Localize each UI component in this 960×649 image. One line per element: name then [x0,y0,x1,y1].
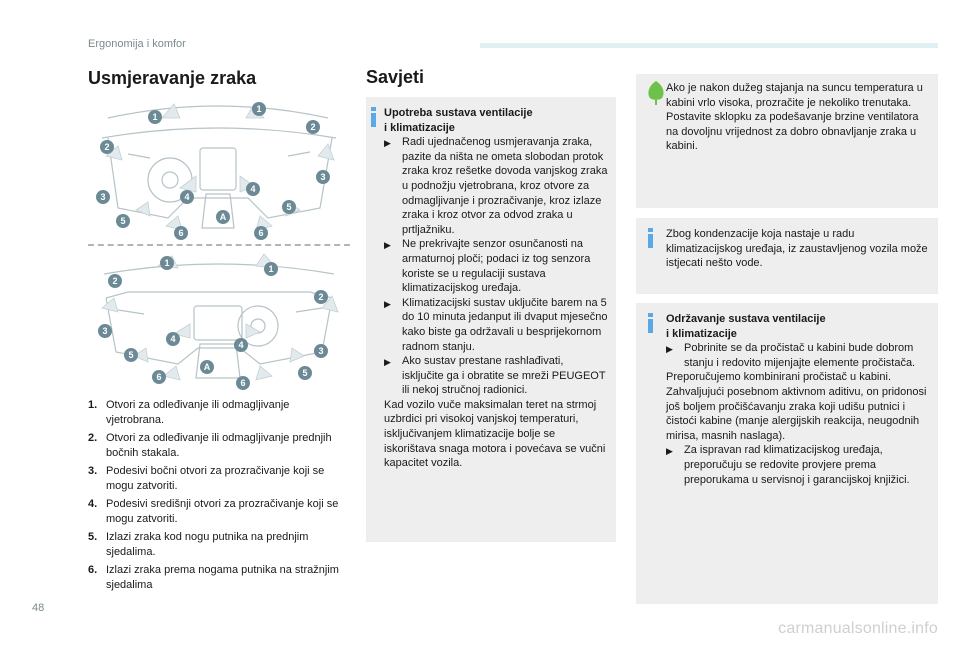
legend-item [88,464,350,493]
marker-2: 2 [100,140,114,154]
marker-3: 3 [96,190,110,204]
list-item [384,296,608,354]
list-item-text: Za ispravan rad klimatizacijskog uređaja, preporučuju se redovite provjere prema preporukama u servisnoj i garancijskoj knjižici. [684,444,910,486]
arrow-bullet-icon: ▶ [384,298,391,309]
legend-text: Podesivi bočni otvori za prozračivanje koji se mogu zatvoriti. [106,465,325,492]
info-icon [371,107,376,127]
list-item [384,237,608,295]
box-paragraph: Preporučujemo kombinirani pročistač u kabini. Zahvaljujući posebnom aktivnom aditivu, on pridonosi još boljem pročišćavanju zraka koji udišu putnici i čistoći kabine (manje alergijskih reakcija, neugodnih mirisa, masnih naslaga). [666,371,927,442]
header-bar [480,43,938,48]
box-paragraph: Kad vozilo vuče maksimalan teret na strmoj uzbrdici pri visokoj vanjskoj temperaturi, isključivanjem klimatizacije bolje se iskorištava snaga motora i povećava se vučni kapacitet vozila. [384,398,606,470]
marker-5: 5 [282,200,296,214]
air-direction-title: Usmjeravanje zraka [88,68,257,88]
legend-number: 3. [88,465,98,477]
list-item [384,135,608,237]
legend-text: Podesivi središnji otvori za prozračivanje koji se mogu zatvoriti. [106,498,339,525]
legend-number: 1. [88,399,98,411]
watermark: carmanualsonline.info [778,620,938,637]
legend-number: 2. [88,432,98,444]
legend-item [88,530,350,559]
diagram-separator [88,244,350,246]
marker-5: 5 [124,348,138,362]
marker-a: A [200,360,214,374]
marker-1: 1 [252,102,266,116]
marker-1: 1 [148,110,162,124]
list-item [666,443,930,487]
legend-text: Otvori za odleđivanje ili odmagljivanje vjetrobrana. [106,399,290,426]
list-item-text: Ne prekrivajte senzor osunčanosti na armaturnoj ploči; podaci iz tog senzora koriste se u regulaciji sustava klimatizacijskog uređaja. [402,238,591,295]
legend-item [88,563,350,592]
marker-1: 1 [264,262,278,276]
info-icon [648,228,653,248]
box-title: i klimatizacije [666,327,737,340]
marker-6: 6 [152,370,166,384]
legend-text: Otvori za odleđivanje ili odmagljivanje prednjih bočnih stakala. [106,432,332,459]
marker-3: 3 [314,344,328,358]
marker-3: 3 [98,324,112,338]
maintenance-info-box [636,303,938,604]
ventilation-usage-box [366,97,616,542]
list-item [666,341,930,370]
marker-6: 6 [236,376,250,390]
marker-4: 4 [180,190,194,204]
list-item [384,354,608,398]
section-header: Ergonomija i komfor [88,38,186,50]
info-icon [648,313,653,333]
marker-2: 2 [314,290,328,304]
marker-a: A [216,210,230,224]
dashboard-diagram-bottom [88,252,350,390]
legend-item [88,431,350,460]
marker-2: 2 [108,274,122,288]
marker-6: 6 [254,226,268,240]
legend-text: Izlazi zraka kod nogu putnika na prednjim sjedalima. [106,531,309,558]
marker-5: 5 [116,214,130,228]
box-title: Održavanje sustava ventilacije [666,313,826,325]
arrow-bullet-icon: ▶ [384,357,391,368]
arrow-bullet-icon: ▶ [666,446,673,457]
marker-5: 5 [298,366,312,380]
marker-4: 4 [166,332,180,346]
marker-2: 2 [306,120,320,134]
legend-number: 6. [88,564,98,576]
list-item-text: Ako sustav prestane rashlađivati, isključite ga i obratite se mreži PEUGEOT ili nekoj stručnoj radionici. [402,355,606,397]
legend-number: 4. [88,498,98,510]
air-vent-legend [88,398,350,596]
box-text: Zbog kondenzacije koja nastaje u radu klimatizacijskog uređaja, iz zaustavljenog vozila može istjecati nešto vode. [666,228,928,270]
list-item-text: Klimatizacijski sustav uključite barem na 5 do 10 minuta jedanput ili dvaput mjesečno kako biste ga održavali u besprijekornom radnom stanju. [402,296,608,353]
dashboard-diagram-top [88,98,350,240]
legend-number: 5. [88,531,98,543]
marker-1: 1 [160,256,174,270]
arrow-bullet-icon: ▶ [666,344,673,355]
arrow-bullet-icon: ▶ [384,138,391,149]
arrow-bullet-icon: ▶ [384,240,391,251]
box-title: i klimatizacije [384,121,455,134]
legend-text: Izlazi zraka prema nogama putnika na stražnjim sjedalima [106,564,339,591]
marker-3: 3 [316,170,330,184]
legend-item [88,497,350,526]
page-number: 48 [32,602,45,614]
box-title: Upotreba sustava ventilacije [384,107,533,119]
hot-cabin-tip-box [636,74,938,208]
box-text: Ako je nakon dužeg stajanja na suncu temperatura u kabini vrlo visoka, prozračite je nekoliko trenutaka. Postavite sklopku za podešavanje brzine ventilatora na dovoljnu vrijednost za dobro obnavljanje zraka u kabini. [666,82,923,153]
list-item-text: Radi ujednačenog usmjeravanja zraka, pazite da ništa ne ometa slobodan protok zraka kroz rešetke dovoda vanjskog zraka u podnožju vjetrobrana, kroz otvore za odmagljivanje i prozračivanje, kroz izlaze zraka i kroz otvor za odvod zraka u prtljažniku. [402,136,608,236]
condensation-info-box [636,218,938,294]
marker-6: 6 [174,226,188,240]
list-item-text: Pobrinite se da pročistač u kabini bude dobrom stanju i redovito mijenjajte elemente pročistača. [684,342,916,369]
eco-leaf-icon [646,80,666,106]
marker-4: 4 [234,338,248,352]
marker-4: 4 [246,182,260,196]
tips-title: Savjeti [366,67,425,87]
legend-item [88,398,350,427]
